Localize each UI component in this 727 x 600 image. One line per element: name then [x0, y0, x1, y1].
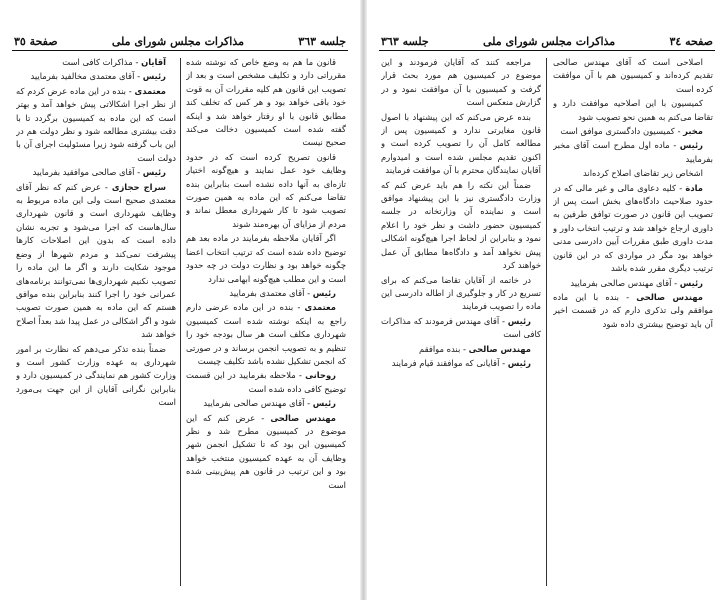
left-page-number: صفحة ٣٥	[14, 35, 58, 48]
paragraph	[381, 56, 541, 110]
paragraph	[553, 139, 713, 166]
paragraph	[16, 56, 176, 69]
left-column-divider	[180, 58, 181, 586]
speaker-separator: -	[295, 370, 306, 381]
speaker-name: رئیس	[679, 277, 703, 288]
speaker-separator: -	[304, 398, 313, 409]
speaker-name: رئیس	[142, 71, 166, 82]
paragraph-text: بنده موافقم	[419, 343, 461, 354]
speaker-name: رئیس	[507, 315, 531, 326]
paragraph	[186, 56, 346, 150]
paragraph-text: بنده با این ماده موافقم ولی تذکری دارم که در قسمت اخیر آن باید توضیح بیشتری داده شود	[553, 291, 713, 329]
speaker-name: رئیس	[679, 140, 703, 151]
right-column-divider	[546, 58, 547, 586]
right-page-number: صفحه ٣٤	[669, 35, 713, 48]
paragraph-text: مراجعه کنند که آقایان فرمودند و این موضوع در کمیسیون هم مورد بحث قرار گرفت و کمیسیون با آن موافقت نمود و در گزارش منعکس است	[381, 57, 541, 108]
speaker-separator: -	[499, 315, 508, 326]
paragraph-text: عرض کنم که نظر آقای معتمدی صحیح است ولی این ماده مربوط به وظایف شهرداری است و قانون شهرداری سال‌هاست که اجرا می‌شود و تجربه نشان داده است که بدون این اصلاحات کارها پیشرفت نمی‌کند و مردم شهرها از وضع موجود شکایت دارند و اگر ما این ماده را تصویب نکنیم شهرداری‌ها نمی‌توانند برنامه‌های عمرانی خود را اجرا کنند بنابراین بنده موافق هستم که این ماده به همین صورت تصویب شود و اگر اشکالی در عمل پیدا شد بعداً اصلاح خواهد شد	[16, 181, 176, 340]
left-page-running-title: مذاكرات مجلس شورای ملی	[111, 35, 245, 48]
speaker-separator: -	[619, 291, 637, 302]
paragraph	[186, 151, 346, 231]
paragraph	[186, 369, 346, 396]
paragraph	[553, 167, 713, 180]
speaker-name: رئیس	[507, 357, 531, 368]
paragraph-text: ضمناً این نکته را هم باید عرض کنم که وزارت دادگستری نیز با این پیشنهاد موافق است و نماینده آن وزارتخانه در جلسه کمیسیون حضور داشت و نظر خود را اعلام نمود و بنابراین از لحاظ اجرا هیچ‌گونه اشکالی پیش نخواهد آمد و دادگاه‌ها مطابق آن عمل خواهند کرد	[381, 179, 541, 271]
paragraph	[381, 179, 541, 273]
right-column-a	[553, 56, 713, 586]
paragraph	[381, 315, 541, 342]
paragraph-text: مذاکرات کافی است	[62, 57, 133, 67]
left-page	[0, 0, 360, 600]
paragraph	[553, 125, 713, 138]
paragraph-text: ماده اول مطرح است آقای مخبر بفرمایید	[553, 140, 713, 164]
left-header-rule	[12, 50, 348, 51]
speaker-separator: -	[134, 167, 143, 178]
speaker-name: مخبر	[683, 126, 703, 137]
left-column-b	[16, 56, 176, 586]
paragraph	[16, 85, 176, 165]
paragraph-text: آقای معتمدی بفرمایید	[229, 287, 305, 298]
speaker-separator: -	[676, 182, 686, 193]
paragraph	[186, 287, 346, 300]
paragraph	[186, 301, 346, 368]
paragraph-text: بنده عرض می‌کنم که این پیشنهاد با اصول قانون مغایرتی ندارد و کمیسیون پس از مطالعه کامل آن را تصویب کرده است و اکنون تقدیم مجلس شده است و امیدوارم آقایان نمایندگان محترم با آن موافقت فرمایند	[381, 111, 541, 176]
speaker-name: معتمدی	[304, 302, 336, 313]
right-page-running-title: مذاکرات مجلس شورای ملی	[483, 35, 616, 48]
paragraph-text: بنده در این ماده عرضی دارم راجع به اینکه نوشته شده است کمیسیون شهرداری مکلف است هر سال بودجه خود را تنظیم و به تصویب انجمن برساند و در صورتی که انجمن تشکیل نشده باشد تکلیف چیست	[186, 302, 346, 366]
paragraph	[16, 166, 176, 179]
speaker-name: مادة	[685, 182, 703, 193]
paragraph	[381, 357, 541, 370]
paragraph	[186, 397, 346, 410]
paragraph	[186, 412, 346, 492]
paragraph-text: اگر آقایان ملاحظه بفرمایند در ماده بعد هم توضیح داده شده است که ترتیب انتخاب اعضا چگونه خواهد بود و نظارت دولت در چه حدود است و این مطلب هیچ‌گونه ابهامی ندارد	[186, 233, 346, 284]
paragraph-text: آقای معتمدی مخالفید بفرمایید	[30, 71, 135, 82]
speaker-name: روحانی	[305, 370, 336, 381]
speaker-separator: -	[671, 277, 680, 288]
speaker-separator: -	[132, 57, 142, 67]
left-column-a	[186, 56, 346, 586]
paragraph	[553, 182, 713, 276]
speaker-name: مهندس صالحی	[468, 343, 531, 354]
book-gutter	[360, 0, 367, 600]
speaker-separator: -	[674, 126, 684, 137]
paragraph-text: عرض کنم که این موضوع در کمیسیون مطرح شد و نظر کمیسیون این بود که تا تشکیل انجمن شهر وظایف آن به عهده کمیسیون منتخب خواهد بود و این ترتیب در قانون هم پیش‌بینی شده است	[186, 412, 346, 490]
speaker-separator: -	[460, 343, 469, 354]
speaker-name: رئیس	[142, 167, 166, 178]
speaker-separator: -	[304, 287, 313, 298]
speaker-separator: -	[255, 412, 271, 423]
right-page-session: جلسه ٣٦٣	[381, 35, 429, 48]
paragraph	[16, 181, 176, 342]
speaker-separator: -	[293, 302, 305, 313]
paragraph-text: بنده در این ماده عرض کردم که از نظر اجرا اشکالاتی پیش خواهد آمد و بهتر است که این ماده به کمیسیون برگردد تا با دقت بیشتری مطالعه شود و نظر دولت هم در این باب گرفته شود زیرا مسئولیت اجرای آن با دولت است	[16, 85, 176, 163]
paragraph-text: آقای مهندس صالحی بفرمایید	[570, 277, 672, 288]
right-header-rule	[379, 50, 715, 51]
speaker-separator: -	[499, 357, 508, 368]
paragraph-text: ملاحظه بفرمایید در این قسمت توضیح کافی داده شده است	[186, 370, 346, 394]
paragraph-text: قانون ما هم به وضع خاص که نوشته شده مقرراتی دارد و تکلیف مشخص است و بعد از تصویب این قانون هم کلیه مقررات آن به قوت خود باقی خواهد بود و هر کس که تخلف کند مطابق قانون با او رفتار خواهد شد و اینکه گفته شده است کمیسیون دخالت می‌کند صحیح نیست	[186, 57, 346, 148]
speaker-name: رئیس	[312, 398, 336, 409]
right-page	[367, 0, 727, 600]
speaker-separator: -	[669, 140, 680, 151]
speaker-name: آقایان	[141, 57, 166, 67]
paragraph-text: اشخاص زیر تقاضای اصلاح کرده‌اند	[582, 168, 703, 179]
speaker-name: معتمدی	[134, 85, 166, 96]
paragraph-text: آقایانی که موافقند قیام فرمایند	[391, 357, 500, 368]
paragraph	[16, 70, 176, 83]
left-page-header	[14, 28, 346, 48]
paragraph-text: آقای مهندس صالحی بفرمایید	[203, 398, 305, 409]
paragraph	[553, 291, 713, 331]
paragraph	[553, 97, 713, 124]
speaker-separator: -	[101, 181, 112, 192]
paragraph	[381, 274, 541, 314]
speaker-name: مهندس صالحی	[636, 291, 703, 302]
paragraph	[186, 232, 346, 286]
paragraph	[381, 343, 541, 356]
left-page-session: جلسه ٣٦٣	[298, 35, 346, 48]
paragraph-text: کمیسیون دادگستری موافق است	[560, 126, 675, 137]
paragraph-text: آقای مهندس فرمودند که مذاکرات کافی است	[381, 315, 541, 340]
right-page-header	[381, 28, 713, 48]
paragraph	[553, 277, 713, 290]
speaker-name: رئیس	[312, 287, 336, 298]
paragraph-text: اصلاحی است که آقای مهندس صالحی تقدیم کرده‌اند و کمیسیون هم با آن موافقت کرده است	[553, 57, 713, 94]
paragraph-text: آقای صالحی موافقید بفرمایید	[32, 167, 135, 178]
paragraph	[553, 56, 713, 96]
speaker-separator: -	[134, 71, 143, 82]
speaker-name: مهندس صالحی	[270, 412, 336, 423]
speaker-name: سراج حجازی	[111, 181, 166, 192]
paragraph-text: ضمناً بنده تذکر می‌دهم که نظارت بر امور شهرداری به عهده وزارت کشور است و وزارت کشور هم نمایندگی در کمیسیون دارد و بنابراین نگرانی آقایان از این جهت بی‌مورد است	[16, 343, 176, 408]
right-column-b	[381, 56, 541, 586]
paragraph-text: کمیسیون با این اصلاحیه موافقت دارد و تقاضا می‌کنم به همین نحو تصویب شود	[553, 98, 713, 122]
paragraph-text: در خاتمه از آقایان تقاضا می‌کنم که برای تسریع در کار و جلوگیری از اطاله دادرسی این ماده را تصویب فرمایند	[381, 274, 541, 312]
paragraph	[381, 111, 541, 178]
paragraph-text: قانون تصریح کرده است که در حدود وظایف خود عمل نمایند و هیچ‌گونه اختیار تازه‌ای به آنها داده نشده است بنابراین بنده تقاضا می‌کنم که این ماده به همین صورت تصویب شود تا کار شهرداری معطل نماند و مردم از مزایای آن بهره‌مند شوند	[186, 151, 346, 229]
speaker-separator: -	[125, 85, 135, 96]
paragraph	[16, 343, 176, 410]
paragraph-text: کلیه دعاوی مالی و غیر مالی که در حدود صلاحیت دادگاه‌های بخش است پس از تصویب این قانون در صورت توافق طرفین به داوری ارجاع خواهد شد و ترتیب انتخاب داور و مدت داوری طبق مقررات آیین دادرسی مدنی خواهد بود مگر در مواردی که در این قانون ترتیب دیگری مقرر شده باشد	[553, 182, 713, 274]
